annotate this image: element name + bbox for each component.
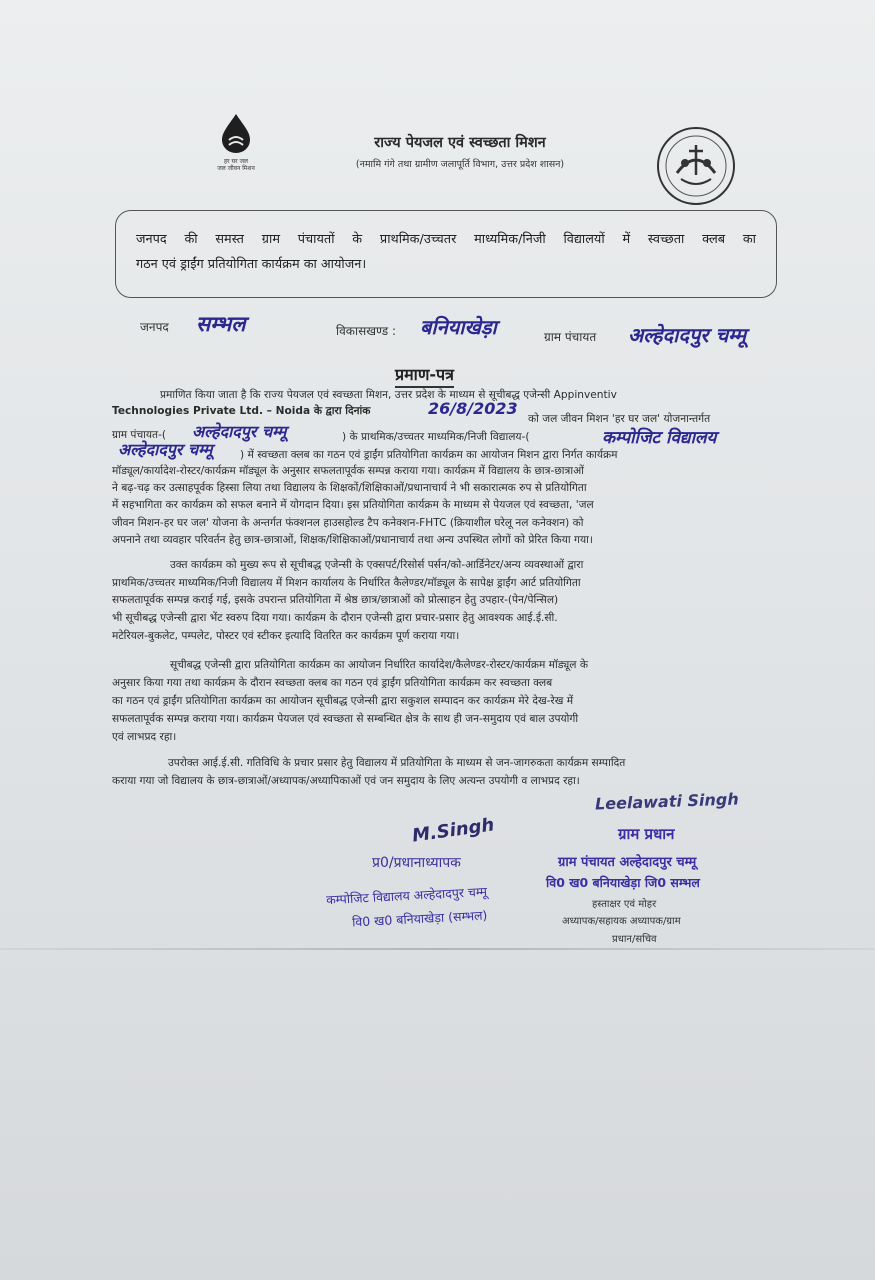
p1-line-1: प्रमाणित किया जाता है कि राज्य पेयजल एवं स्वच्छता मिशन, उत्तर प्रदेश के माध्यम से सूचीबद्ध एजेन्सी Appinventiv xyxy=(160,389,617,401)
principal-signature: M.Singh xyxy=(410,814,496,847)
sign-seal-label: हस्ताक्षर एवं मोहर xyxy=(592,899,657,910)
district-value: सम्भल xyxy=(196,312,246,336)
pradhan-stamp-line-1: ग्राम पंचायत अल्हेदादपुर चम्मू xyxy=(558,855,697,870)
up-government-seal-icon xyxy=(655,125,737,207)
principal-stamp-line-1: कम्पोजिट विद्यालय अल्हेदादपुर चम्मू xyxy=(325,883,488,908)
subject-line-1: जनपद की समस्त ग्राम पंचायतों के प्राथमिक/उच्चतर माध्यमिक/निजी विद्यालयों में स्वच्छता क्लब का xyxy=(136,232,756,247)
principal-title: प्र0/प्रधानाध्यापक xyxy=(372,855,461,871)
certificate-heading: प्रमाण-पत्र xyxy=(395,363,454,388)
subject-line-2: गठन एवं ड्राईंग प्रतियोगिता कार्यक्रम का आयोजन। xyxy=(136,257,367,272)
filled-village: अल्हेदादपुर चम्मू xyxy=(118,440,213,459)
p1-line-4: ) में स्वच्छता क्लब का गठन एवं ड्राईंग प्रतियोगिता कार्यक्रम का आयोजन मिशन द्वारा निर्गत कार्यक्रम xyxy=(240,449,618,461)
p1-line-2a: Technologies Private Ltd. – Noida के द्वारा दिनांक xyxy=(112,405,371,417)
p1-line-2b: को जल जीवन मिशन 'हर घर जल' योजनान्तर्गत xyxy=(528,413,711,425)
pradhan-signature: Leelawati Singh xyxy=(594,789,739,814)
p1-line-7: में सहभागिता कर कार्यक्रम को सफल बनाने में योगदान दिया। इस प्रतियोगिता कार्यक्रम के माध्यम से पेयजल एवं स्वच्छता, 'जल xyxy=(112,499,594,511)
filled-school-type: कम्पोजिट विद्यालय xyxy=(602,428,717,448)
p2-line-3: सफलतापूर्वक सम्पन्न कराई गई, इसके उपरान्त प्रतियोगिता में श्रेष्ठ छात्र/छात्राओं को प्रोत्साहन हेतु उपहार-(पेन/पेन्सिल) xyxy=(112,594,559,606)
p3-line-2: अनुसार किया गया तथा कार्यक्रम के दौरान स्वच्छता क्लब का गठन एवं ड्राईंग प्रतियोगिता कार्यक्रम कर स्वच्छता क्लब xyxy=(112,677,553,689)
p2-line-2: प्राथमिक/उच्चतर माध्यमिक/निजी विद्यालय में मिशन कार्यालय के निर्धारित कैलेण्डर/मॉड्यूल के सापेक्ष ड्राईंग आर्ट प्रतियोगिता xyxy=(112,577,581,589)
p2-line-5: मटेरियल-बुकलेट, पम्पलेट, पोस्टर एवं स्टीकर इत्यादि वितरित कर कार्यक्रम पूर्ण कराया गया। xyxy=(112,630,460,642)
block-value: बनियाखेड़ा xyxy=(420,315,497,339)
logo-text: हर घर जल xyxy=(224,158,248,165)
logo-text-2: जल जीवन मिशन xyxy=(217,165,255,172)
p3-line-4: सफलतापूर्वक सम्पन्न कराया गया। कार्यक्रम पेयजल एवं स्वच्छता से सम्बन्धित क्षेत्र के साथ ही जन-समुदाय एवं बाल उपयोगी xyxy=(112,713,579,725)
p3-line-1: सूचीबद्ध एजेन्सी द्वारा प्रतियोगिता कार्यक्रम का आयोजन निर्धारित कार्यादेश/कैलेण्डर-रोस्टर/कार्यक्रम मॉड्यूल के xyxy=(170,659,588,671)
p1-line-9: अपनाने तथा व्यवहार परिवर्तन हेतु छात्र-छात्राओं, शिक्षक/शिक्षिकाओं/प्रधानाचार्य तथा अन्य उपस्थित लोगों को प्रेरित किया गया। xyxy=(112,534,593,546)
signatory-label-2: प्रधान/सचिव xyxy=(612,934,657,945)
pradhan-stamp-line-2: वि0 ख0 बनियाखेड़ा जि0 सम्भल xyxy=(546,875,700,890)
p1-line-6: ने बढ़-चढ़ कर उत्साहपूर्वक हिस्सा लिया तथा विद्यालय के शिक्षकों/शिक्षिकाओं/प्रधानाचार्य ने भी सकारात्मक रुप से प्रतियोगिता xyxy=(112,482,587,494)
principal-stamp-line-2: वि0 ख0 बनियाखेड़ा (सम्भल) xyxy=(351,907,488,930)
har-ghar-jal-logo xyxy=(205,112,267,182)
p4-line-1: उपरोक्त आई.ई.सी. गतिविधि के प्रचार प्रसार हेतु विद्यालय में प्रतियोगिता के माध्यम से जन-जागरुकता कार्यक्रम सम्पादित xyxy=(168,757,626,769)
filled-date: 26/8/2023 xyxy=(428,399,518,418)
org-subtitle: (नमामि गंगे तथा ग्रामीण जलापूर्ति विभाग, उत्तर प्रदेश शासन) xyxy=(355,159,565,170)
block-label: विकासखण्ड : xyxy=(336,324,397,338)
p1-line-3b: ) के प्राथमिक/उच्चतर माध्यमिक/निजी विद्यालय-( xyxy=(342,431,530,443)
paper-fold xyxy=(0,948,875,950)
p2-line-1: उक्त कार्यक्रम को मुख्य रूप से सूचीबद्ध एजेन्सी के एक्सपर्ट/रिसोर्स पर्सन/को-आर्डिनेटर/अन्य व्यवस्थाओं द्वारा xyxy=(170,559,584,571)
p4-line-2: कराया गया जो विद्यालय के छात्र-छात्राओं/अध्यापक/अध्यापिकाओं एवं जन समुदाय के लिए अत्यन्त उपयोगी व लाभप्रद रहा। xyxy=(112,775,580,787)
signatory-label-1: अध्यापक/सहायक अध्यापक/ग्राम xyxy=(562,916,681,927)
org-name: राज्य पेयजल एवं स्वच्छता मिशन xyxy=(374,135,546,151)
p3-line-5: एवं लाभप्रद रहा। xyxy=(112,731,177,743)
p2-line-4: भी सूचीबद्ध एजेन्सी द्वारा भेंट स्वरुप दिया गया। कार्यक्रम के दौरान एजेन्सी द्वारा प्रचार-प्रसार हेतु आवश्यक आई.ई.सी. xyxy=(112,612,558,624)
panchayat-value: अल्हेदादपुर चम्मू xyxy=(628,323,747,347)
panchayat-label: ग्राम पंचायत xyxy=(544,330,597,344)
p1-line-5: मॉड्यूल/कार्यादेश-रोस्टर/कार्यक्रम मॉड्यूल के अनुसार सफलतापूर्वक सम्पन्न कराया गया। कार्यक्रम में विद्यालय के छात्र-छात्राओं xyxy=(112,465,584,477)
pradhan-title: ग्राम प्रधान xyxy=(618,825,675,843)
filled-gram-panchayat: अल्हेदादपुर चम्मू xyxy=(192,422,287,441)
subject-box xyxy=(115,210,777,298)
p3-line-3: का गठन एवं ड्राईंग प्रतियोगिता कार्यक्रम का आयोजन सूचीबद्ध एजेन्सी द्वारा सकुशल सम्पादन कर कार्यक्रम मेरे देख-रेख में xyxy=(112,695,574,707)
water-drop-icon xyxy=(216,112,256,154)
district-label: जनपद xyxy=(140,320,169,334)
p1-line-8: जीवन मिशन-हर घर जल' योजना के अन्तर्गत फंक्शनल हाउसहोल्ड टैप कनेक्शन-FHTC (क्रियाशील घरेलू नल कनेक्शन) को xyxy=(112,517,584,529)
p1-line-3a: ग्राम पंचायत-( xyxy=(112,429,167,441)
